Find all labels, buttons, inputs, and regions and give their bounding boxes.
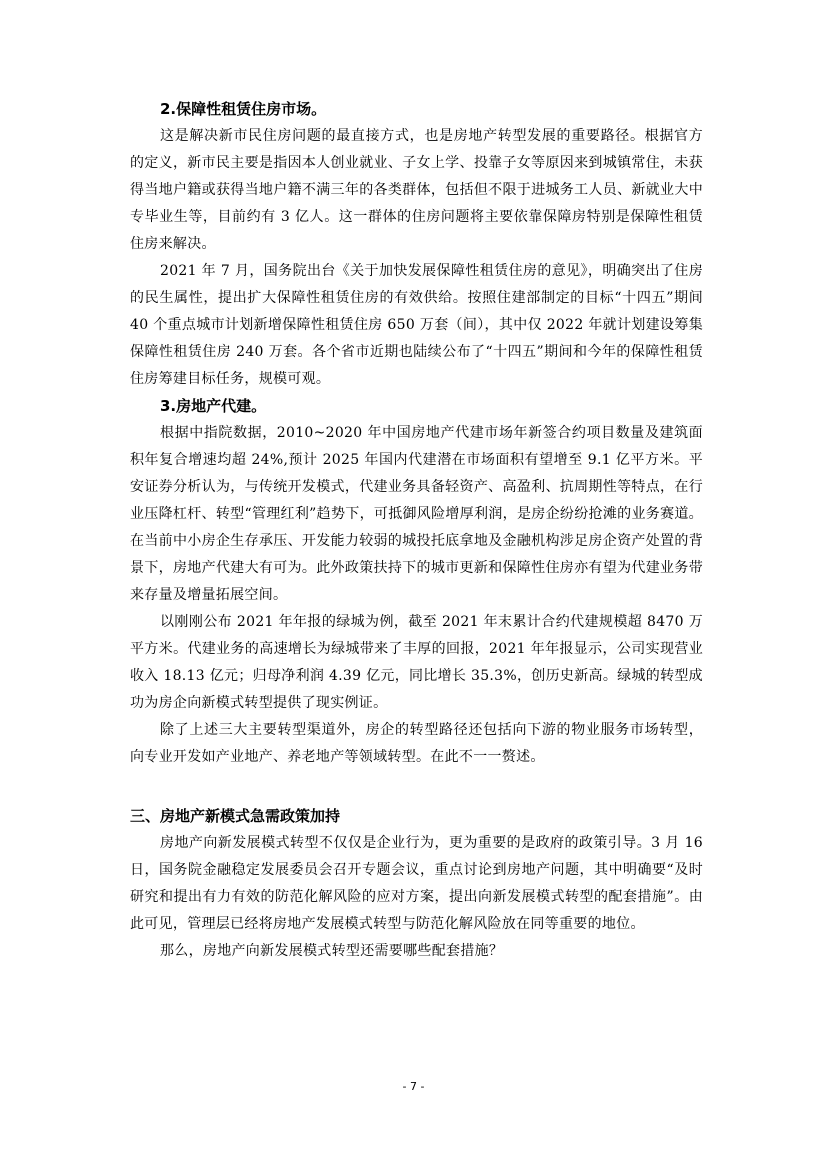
paragraph: 那么，房地产向新发展模式转型还需要哪些配套措施？	[160, 943, 504, 959]
section-spacer	[130, 771, 703, 803]
paragraph: 2021 年 7 月，国务院出台《关于加快发展保障性租赁住房的意见》，明确突出了住房的民生属性，提出扩大保障性租赁住房的有效供给。按照住建部制定的目标“十四五”期间 40 个重点城市计划新增保障性租赁住房 650 万套（间），其中仅 2022 年就计划建设筹集保障性租赁住房 240 万套。各个省市近期也陆续公布了“十四五”期间和今年的保障性租赁住房筹建目标任务，规模可观。	[130, 263, 703, 387]
paragraph: 房地产向新发展模式转型不仅仅是企业行为，更为重要的是政府的政策引导。3 月 16 日，国务院金融稳定发展委员会召开专题会议，重点讨论到房地产问题，其中明确要“及时研究和提出有力有效的防范化解风险的应对方案，提出向新发展模式转型的配套措施”。由此可见，管理层已经将房地产发展模式转型与防范化解风险放在同等重要的地位。	[130, 835, 703, 932]
subsection-heading-3: 3.房地产代建。	[160, 397, 267, 415]
paragraph: 以刚刚公布 2021 年年报的绿城为例，截至 2021 年末累计合约代建规模超 8470 万平方米。代建业务的高速增长为绿城带来了丰厚的回报，2021 年年报显示，公司实现营业收入 18.13 亿元；归母净利润 4.39 亿元，同比增长 35.3%，创历史新高。绿城的转型成功为房企向新模式转型提供了现实例证。	[130, 614, 703, 711]
page-number: - 7 -	[402, 1080, 425, 1093]
subsection-heading-2: 2.保障性租赁住房市场。	[160, 100, 327, 118]
paragraph: 这是解决新市民住房问题的最直接方式，也是房地产转型发展的重要路径。根据官方的定义，新市民主要是指因本人创业就业、子女上学、投靠子女等原因来到城镇常住，未获得当地户籍或获得当地户籍不满三年的各类群体，包括但不限于进城务工人员、新就业大中专毕业生等，目前约有 3 亿人。这一群体的住房问题将主要依靠保障房特别是保障性租赁住房来解决。	[130, 128, 703, 252]
page-body	[130, 96, 703, 965]
paragraph: 根据中指院数据，2010~2020 年中国房地产代建市场年新签合约项目数量及建筑面积年复合增速均超 24%,预计 2025 年国内代建潜在市场面积有望增至 9.1 亿平方米。平安证券分析认为，与传统开发模式，代建业务具备轻资产、高盈利、抗周期性等特点，在行业压降杠杆、转型“管理红利”趋势下，可抵御风险增厚利润，是房企纷纷抢滩的业务赛道。在当前中小房企生存承压、开发能力较弱的城投托底拿地及金融机构涉足房企资产处置的背景下，房地产代建大有可为。此外政策扶持下的城市更新和保障性住房亦有望为代建业务带来存量及增量拓展空间。	[130, 425, 703, 603]
section-heading-three: 三、房地产新模式急需政策加持	[130, 807, 341, 825]
paragraph: 除了上述三大主要转型渠道外，房企的转型路径还包括向下游的物业服务市场转型，向专业开发如产业地产、养老地产等领域转型。在此不一一赘述。	[130, 722, 703, 765]
